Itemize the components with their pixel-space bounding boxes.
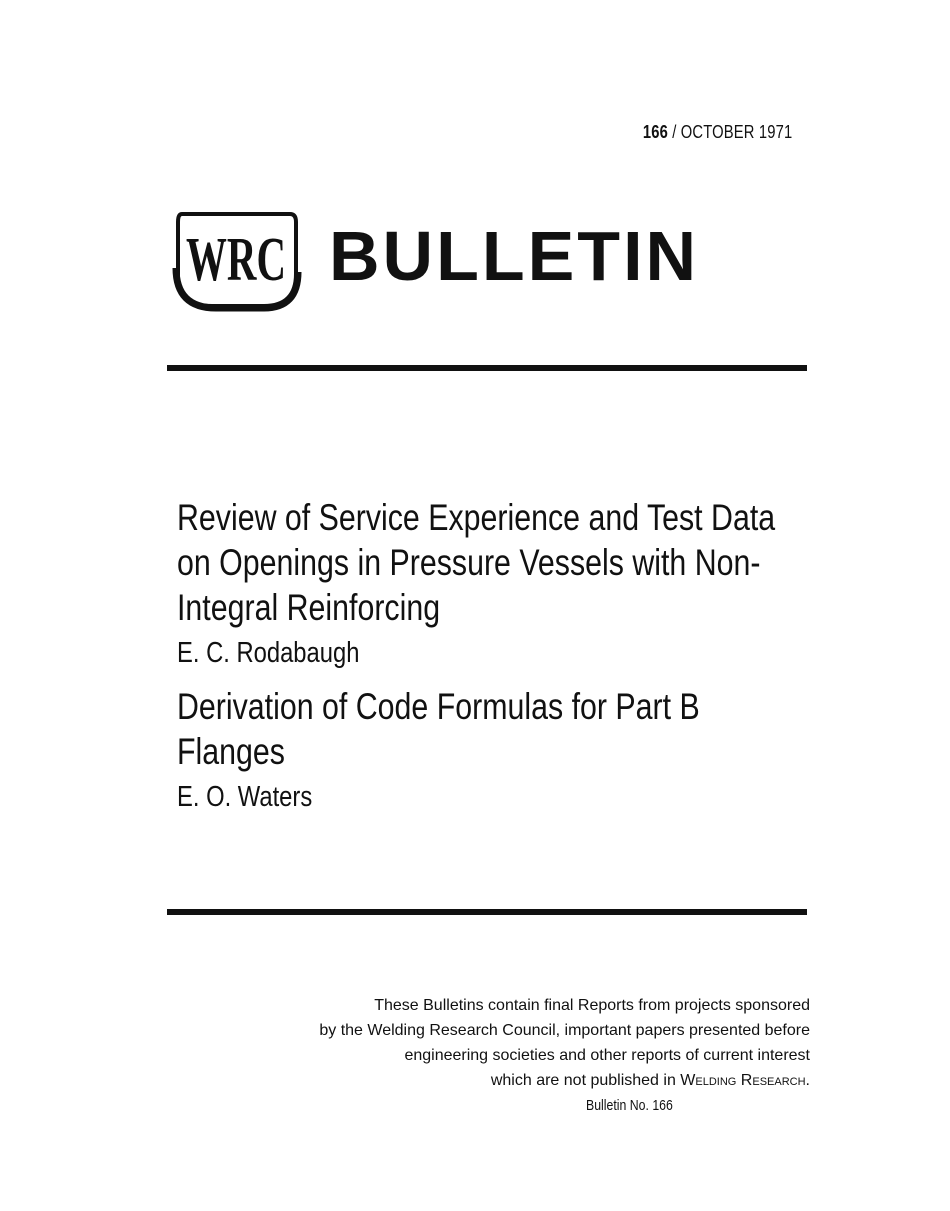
issue-number: 166 bbox=[642, 122, 668, 142]
top-rule bbox=[167, 365, 807, 371]
paper-title-2: Derivation of Code Formulas for Part B Flanges bbox=[177, 686, 700, 772]
svg-text:WRC: WRC bbox=[186, 226, 286, 294]
issue-separator: / bbox=[667, 122, 681, 142]
wrc-logo bbox=[172, 208, 300, 310]
masthead-title: BULLETIN bbox=[329, 217, 700, 295]
footer-note-line-2: by the Welding Research Council, important papers presented before bbox=[319, 1022, 810, 1039]
footer-note-line-4-prefix: which are not published in bbox=[490, 1072, 681, 1089]
paper-author-1: E. C. Rodabaugh bbox=[177, 637, 360, 669]
paper-title-1: Review of Service Experience and Test Data on Openings in Pressure Vessels with Non-Integral Reinforcing bbox=[177, 497, 776, 628]
paper-list bbox=[177, 495, 776, 828]
issue-date: OCTOBER 1971 bbox=[680, 122, 792, 142]
footer-note-line-1: These Bulletins contain final Reports from projects sponsored bbox=[374, 997, 810, 1014]
footer-note-line-4-suffix: . bbox=[805, 1072, 810, 1089]
journal-name: Welding Research bbox=[680, 1072, 806, 1089]
paper-author-2: E. O. Waters bbox=[177, 781, 313, 813]
bulletin-number: Bulletin No. 166 bbox=[586, 1097, 673, 1114]
bottom-rule bbox=[167, 909, 807, 915]
issue-line bbox=[642, 122, 792, 143]
footer-note-line-3: engineering societies and other reports of current interest bbox=[404, 1047, 810, 1064]
footer-note-line-4 bbox=[250, 1068, 810, 1093]
footer-note bbox=[250, 993, 810, 1093]
